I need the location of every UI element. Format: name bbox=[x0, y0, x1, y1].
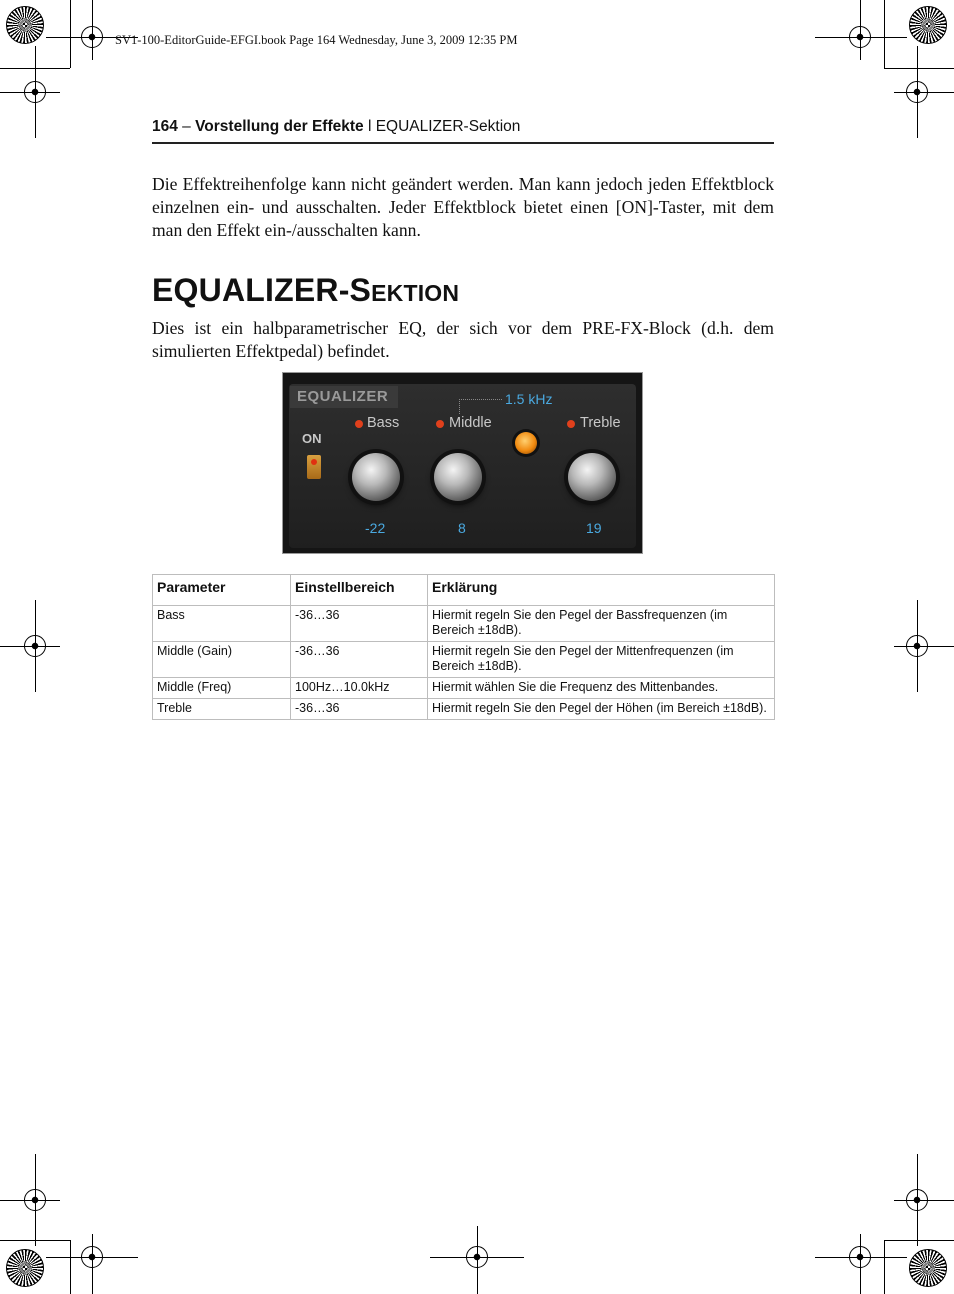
table-cell: Middle (Gain) bbox=[153, 642, 291, 678]
color-bar-star-icon bbox=[6, 6, 44, 44]
table-cell: Hiermit regeln Sie den Pegel der Mittenfrequenzen (im Bereich ±18dB). bbox=[428, 642, 775, 678]
equalizer-title: EQUALIZER bbox=[290, 386, 398, 408]
color-bar-star-icon bbox=[909, 1249, 947, 1287]
on-led-icon bbox=[311, 459, 317, 465]
header-rule bbox=[152, 142, 774, 144]
table-cell: Treble bbox=[153, 699, 291, 720]
section-title: EQUALIZER-Sektion bbox=[375, 118, 521, 135]
equalizer-panel bbox=[282, 372, 643, 554]
section-heading bbox=[152, 272, 459, 309]
heading-smallcaps: EKTION bbox=[371, 280, 460, 306]
middle-freq-knob[interactable] bbox=[515, 432, 537, 454]
treble-value: 19 bbox=[586, 520, 602, 536]
table-cell: Middle (Freq) bbox=[153, 678, 291, 699]
color-bar-star-icon bbox=[6, 1249, 44, 1287]
treble-label: Treble bbox=[580, 415, 621, 431]
page-number: 164 bbox=[152, 118, 178, 135]
eq-paragraph: Dies ist ein halbparametrischer EQ, der sich vor dem PRE-FX-Block (d.h. dem simulierten Effektpedal) befindet. bbox=[152, 318, 774, 361]
table-cell: Hiermit regeln Sie den Pegel der Höhen (im Bereich ±18dB). bbox=[428, 699, 775, 720]
column-header: Einstellbereich bbox=[291, 575, 428, 606]
column-header: Erklärung bbox=[428, 575, 775, 606]
on-label: ON bbox=[302, 431, 322, 446]
middle-label: Middle bbox=[449, 415, 492, 431]
chapter-title: Vorstellung der Effekte bbox=[195, 118, 364, 135]
table-cell: Hiermit wählen Sie die Frequenz des Mittenbandes. bbox=[428, 678, 775, 699]
heading-caps: EQUALIZER-S bbox=[152, 272, 372, 308]
on-toggle-button[interactable] bbox=[307, 455, 321, 479]
freq-value: 1.5 kHz bbox=[505, 391, 553, 407]
header-separator: – bbox=[177, 118, 196, 135]
middle-led-icon bbox=[436, 420, 444, 428]
parameter-table bbox=[152, 574, 775, 720]
table-cell: Hiermit regeln Sie den Pegel der Bassfrequenzen (im Bereich ±18dB). bbox=[428, 606, 775, 642]
table-cell: Bass bbox=[153, 606, 291, 642]
table-row bbox=[153, 699, 775, 720]
column-header: Parameter bbox=[153, 575, 291, 606]
middle-value: 8 bbox=[458, 520, 466, 536]
treble-knob[interactable] bbox=[568, 453, 616, 501]
intro-paragraph: Die Effektreihenfolge kann nicht geändert werden. Man kann jedoch jeden Effektblock einzelnen ein- und ausschalten. Jeder Effektblock bietet einen [ON]-Taster, mit dem man den Effekt ein-/ausschalten kann. bbox=[152, 174, 774, 240]
color-bar-star-icon bbox=[909, 6, 947, 44]
treble-led-icon bbox=[567, 420, 575, 428]
table-row bbox=[153, 642, 775, 678]
print-slug: SV1-100-EditorGuide-EFGI.book Page 164 Wednesday, June 3, 2009 12:35 PM bbox=[115, 33, 518, 47]
bass-value: -22 bbox=[365, 520, 386, 536]
table-header-row bbox=[153, 575, 775, 606]
table-cell: -36…36 bbox=[291, 606, 428, 642]
header-divider: l bbox=[363, 118, 376, 135]
bass-knob[interactable] bbox=[352, 453, 400, 501]
running-header bbox=[152, 118, 774, 136]
bass-led-icon bbox=[355, 420, 363, 428]
table-row bbox=[153, 678, 775, 699]
table-cell: 100Hz…10.0kHz bbox=[291, 678, 428, 699]
freq-leader-line bbox=[459, 399, 502, 414]
table-row bbox=[153, 606, 775, 642]
bass-label: Bass bbox=[367, 415, 400, 431]
table-cell: -36…36 bbox=[291, 642, 428, 678]
table-cell: -36…36 bbox=[291, 699, 428, 720]
middle-knob[interactable] bbox=[434, 453, 482, 501]
